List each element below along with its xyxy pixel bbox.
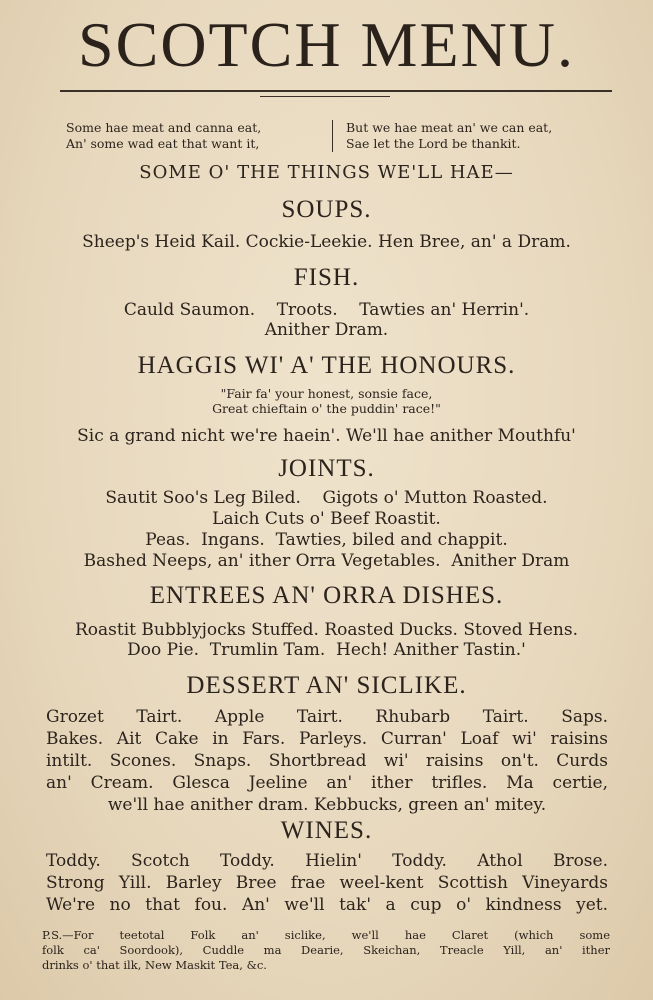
- grace-divider: [332, 120, 333, 152]
- intro-line: SOME O' THE THINGS WE'LL HAE—: [139, 162, 514, 183]
- menu-title: SCOTCH MENU.: [78, 9, 575, 80]
- dessert-heading: DESSERT AN' SICLIKE.: [186, 672, 467, 699]
- grace-left-line: Some hae meat and canna eat,: [66, 120, 262, 135]
- dessert-line: intilt. Scones. Snaps. Shortbread wi' raisins on't. Curds: [46, 751, 608, 771]
- dessert-line: we'll hae anither dram. Kebbucks, green an' mitey.: [107, 795, 547, 815]
- soups-heading: SOUPS.: [281, 196, 372, 223]
- entrees-line: Doo Pie. Trumlin Tam. Hech! Anither Tastin.': [127, 640, 526, 660]
- grace-right: [346, 120, 606, 152]
- title-rule: [60, 90, 612, 92]
- grace-left: [66, 120, 326, 152]
- title-underline-short: [260, 96, 390, 97]
- grace-right-line: But we hae meat an' we can eat,: [346, 120, 553, 135]
- dessert-line: Bakes. Ait Cake in Fars. Parleys. Curran' Loaf wi' raisins: [46, 729, 608, 749]
- joints-line: Sautit Soo's Leg Biled. Gigots o' Mutton Roasted.: [105, 488, 548, 508]
- haggis-line: Sic a grand nicht we're haein'. We'll hae anither Mouthfu': [77, 426, 576, 446]
- ps-line: drinks o' that ilk, New Maskit Tea, &c.: [42, 958, 267, 972]
- wines-items: [46, 850, 608, 916]
- haggis-heading: HAGGIS WI' A' THE HONOURS.: [137, 352, 516, 379]
- ps-line: folk ca' Soordook), Cuddle ma Dearie, Skeichan, Treacle Yill, an' ither: [42, 943, 610, 957]
- fish-items: Cauld Saumon. Troots. Tawties an' Herrin'.: [123, 300, 530, 320]
- ps-line: P.S.—For teetotal Folk an' siclike, we'll hae Claret (which some: [42, 928, 610, 942]
- haggis-quote-line: "Fair fa' your honest, sonsie face,: [220, 386, 433, 401]
- haggis-quote-line: Great chieftain o' the puddin' race!": [212, 401, 441, 416]
- dessert-line: Grozet Tairt. Apple Tairt. Rhubarb Tairt. Saps.: [46, 707, 608, 727]
- postscript: [42, 928, 610, 973]
- wines-line: Toddy. Scotch Toddy. Hielin' Toddy. Athol Brose.: [46, 851, 608, 871]
- entrees-line: Roastit Bubblyjocks Stuffed. Roasted Ducks. Stoved Hens.: [75, 620, 578, 640]
- soups-items: Sheep's Heid Kail. Cockie-Leekie. Hen Bree, an' a Dram.: [82, 232, 571, 252]
- fish-items-2: Anither Dram.: [264, 320, 389, 340]
- wines-heading: WINES.: [280, 817, 373, 844]
- grace-right-line: Sae let the Lord be thankit.: [346, 136, 521, 151]
- grace-left-line: An' some wad eat that want it,: [66, 136, 260, 151]
- dessert-line: an' Cream. Glesca Jeeline an' ither trifles. Ma certie,: [46, 773, 608, 793]
- entrees-heading: ENTREES AN' ORRA DISHES.: [149, 582, 504, 609]
- wines-line: We're no that fou. An' we'll tak' a cup o' kindness yet.: [46, 895, 608, 915]
- joints-line: Laich Cuts o' Beef Roastit.: [212, 509, 441, 529]
- fish-heading: FISH.: [293, 264, 360, 291]
- dessert-items: [46, 706, 608, 816]
- wines-line: Strong Yill. Barley Bree frae weel-kent Scottish Vineyards: [46, 873, 608, 893]
- joints-line: Peas. Ingans. Tawties, biled and chappit.: [145, 530, 508, 550]
- joints-heading: JOINTS.: [278, 455, 375, 482]
- joints-line: Bashed Neeps, an' ither Orra Vegetables. Anither Dram: [83, 551, 570, 571]
